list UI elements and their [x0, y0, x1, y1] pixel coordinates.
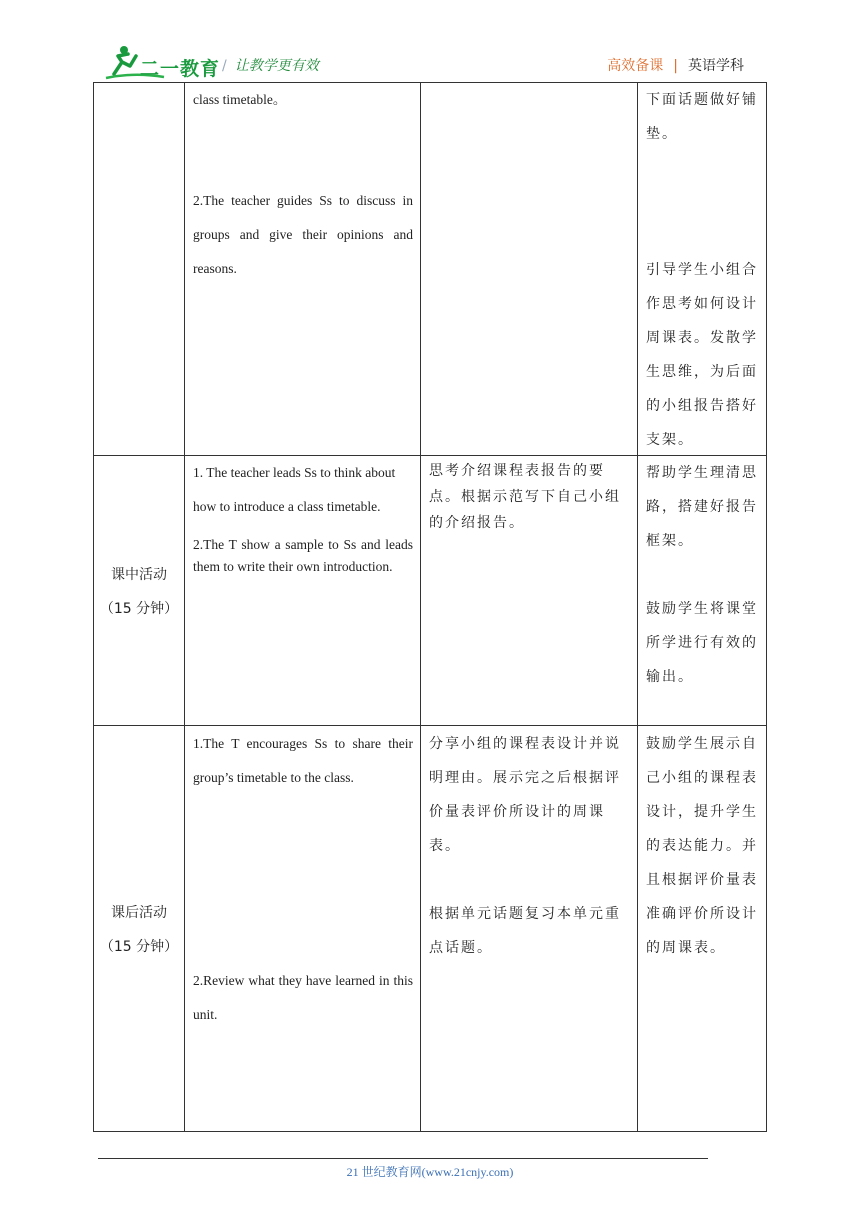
row2-teacher-line-2: how to introduce a class timetable.: [193, 499, 381, 514]
row3-student-1: 分享小组的课程表设计并说明理由。展示完之后根据评价量表评价所设计的周课表。: [429, 736, 621, 854]
row3-stage-name: 课后活动: [111, 905, 167, 921]
row2-teacher-line-1: 1. The teacher leads Ss to think about: [193, 465, 396, 480]
col-divider-3: [637, 82, 638, 1132]
row1-purpose-cell: [646, 83, 762, 457]
row3-stage-cell: [94, 896, 184, 964]
row1-teacher-cell: [193, 83, 413, 286]
row2-stage-duration: （15 分钟）: [99, 601, 179, 617]
row2-teacher-cell: [193, 456, 413, 578]
page-header: [0, 0, 860, 82]
row2-purpose-1: 帮助学生理清思路，搭建好报告框架。: [646, 465, 758, 549]
table-bottom-border: [93, 1131, 767, 1132]
row2-stage-name: 课中活动: [111, 567, 167, 583]
row-divider-2: [93, 725, 767, 726]
row3-teacher-line-2: 2.Review what they have learned in this unit.: [193, 973, 413, 1022]
col-divider-1: [184, 82, 185, 1132]
row3-student-2: 根据单元话题复习本单元重点话题。: [429, 906, 621, 956]
row2-stage-cell: [94, 558, 184, 626]
logo-text: 二一教育: [140, 58, 221, 80]
tag-separator: |: [673, 58, 678, 74]
row2-teacher-line-3: 2.The T show a sample to Ss and leads them to write their own introduction.: [193, 537, 413, 574]
slogan-text: 让教学更有效: [234, 58, 319, 74]
col-divider-4: [766, 82, 767, 1132]
row3-teacher-cell: [193, 727, 413, 1032]
tag-efficient-prep: 高效备课: [607, 58, 664, 74]
row3-student-cell: [429, 727, 633, 965]
slogan: / 让教学更有效: [222, 58, 319, 74]
row3-purpose-1: 鼓励学生展示自己小组的课程表设计，提升学生的表达能力。并且根据评价量表准确评价所设计的周课表。: [646, 736, 758, 956]
subject-tags: [607, 55, 744, 75]
footer-rule: [98, 1158, 708, 1159]
footer-text: 21 世纪教育网(www.21cnjy.com): [346, 1165, 514, 1179]
row1-teacher-line-1: class timetable。: [193, 92, 287, 107]
row1-teacher-line-2: 2.The teacher guides Ss to discuss in groups and give their opinions and reasons.: [193, 193, 413, 276]
row1-purpose-1: 下面话题做好铺垫。: [646, 92, 758, 142]
tag-english-subject: 英语学科: [688, 58, 744, 74]
row2-student-cell: [429, 458, 633, 536]
row2-purpose-2: 鼓励学生将课堂所学进行有效的输出。: [646, 601, 758, 685]
row3-purpose-cell: [646, 727, 762, 965]
row3-stage-duration: （15 分钟）: [99, 939, 179, 955]
row1-purpose-2: 引导学生小组合作思考如何设计周课表。发散学生思维，为后面的小组报告搭好支架。: [646, 262, 758, 448]
row2-student-1: 思考介绍课程表报告的要点。根据示范写下自己小组的介绍报告。: [429, 463, 621, 531]
row2-purpose-cell: [646, 456, 762, 694]
row3-teacher-line-1: 1.The T encourages Ss to share their group’s timetable to the class.: [193, 736, 413, 785]
col-divider-2: [420, 82, 421, 1132]
